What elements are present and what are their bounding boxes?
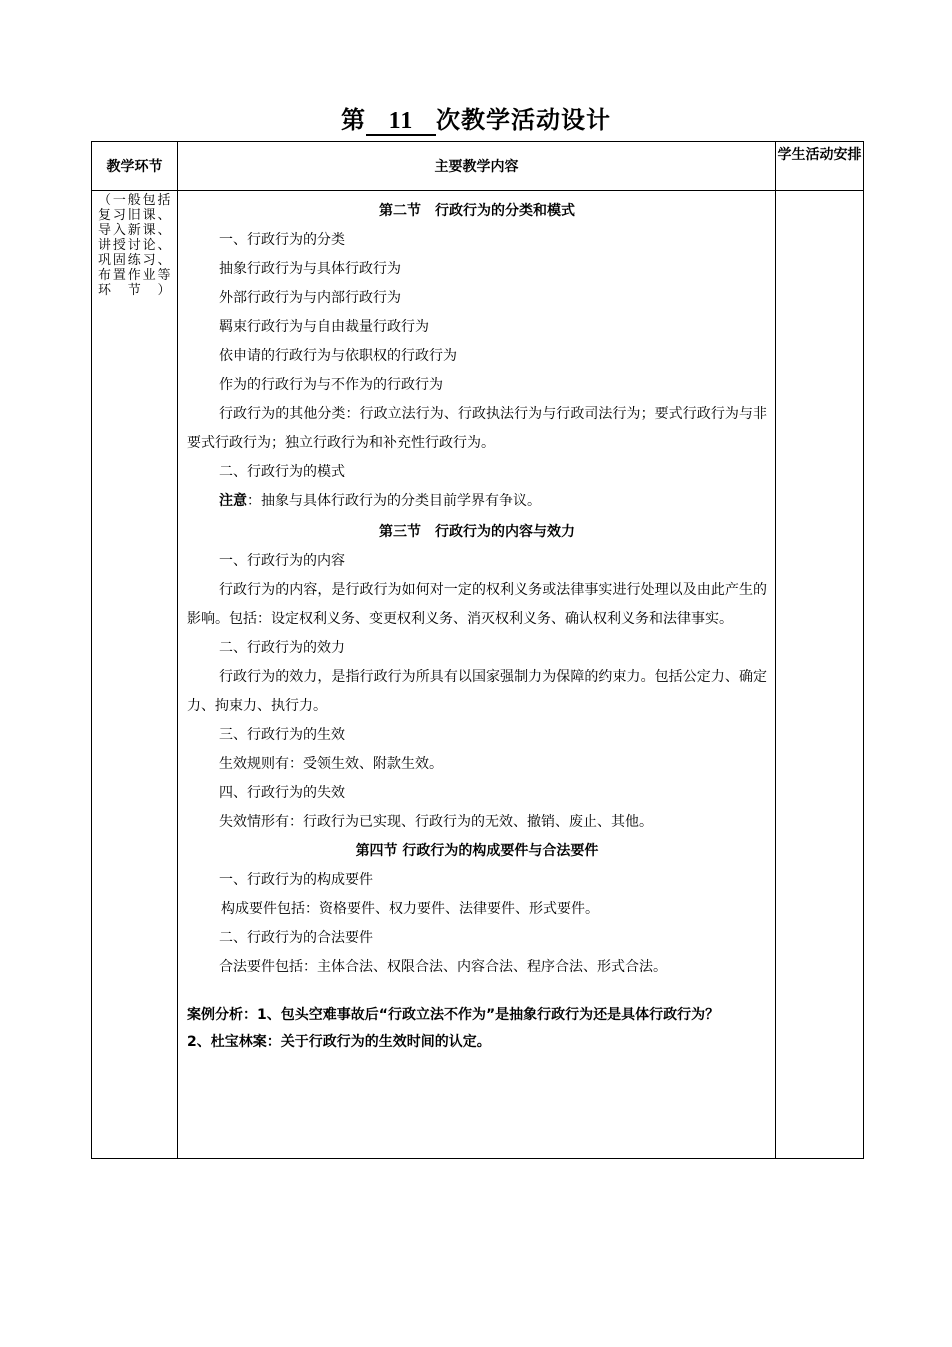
section3-line: 二、行政行为的效力: [219, 640, 345, 656]
section3-heading: 第三节 行政行为的内容与效力: [379, 524, 575, 540]
header-student-activity: 学生活动安排: [776, 142, 864, 191]
section4-line: 构成要件包括：资格要件、权力要件、法律要件、形式要件。: [221, 901, 599, 917]
case-analysis-1: 案例分析：1、包头空难事故后“行政立法不作为”是抽象行政行为还是具体行政行为？: [187, 1007, 720, 1023]
section3-line: 三、行政行为的生效: [219, 727, 345, 743]
title-number: 11: [366, 108, 436, 136]
header-stage: 教学环节: [92, 142, 178, 191]
section2-line: 外部行政行为与内部行政行为: [219, 290, 401, 306]
stage-note: （一般包括复习旧课、导入新课、讲授讨论、巩固练习、布置作业等环节）: [92, 191, 178, 1159]
section3-line: 生效规则有：受领生效、附款生效。: [219, 756, 443, 772]
case-analysis-2: 2、杜宝林案：关于行政行为的生效时间的认定。: [187, 1034, 491, 1050]
page-title: [0, 100, 952, 136]
section2-line: 作为的行政行为与不作为的行政行为: [219, 377, 443, 393]
note-text: ：抽象与具体行政行为的分类目前学界有争议。: [247, 493, 541, 509]
title-prefix: 第: [341, 106, 366, 134]
main-content: [178, 191, 776, 1159]
section2-heading: 第二节 行政行为的分类和模式: [379, 203, 575, 219]
title-suffix: 次教学活动设计: [436, 106, 611, 134]
section2-line: 抽象行政行为与具体行政行为: [219, 261, 401, 277]
section4-line: 合法要件包括：主体合法、权限合法、内容合法、程序合法、形式合法。: [219, 959, 667, 975]
lesson-plan-table: [91, 141, 864, 1159]
section4-line: 一、行政行为的构成要件: [219, 872, 373, 888]
section2-other-categories: 行政行为的其他分类：行政立法行为、行政执法行为与行政司法行为；要式行政行为与非要式行政行为；独立行政行为和补充性行政行为。: [187, 406, 767, 451]
section2-line: 二、行政行为的模式: [219, 464, 345, 480]
section4-heading: 第四节 行政行为的构成要件与合法要件: [355, 843, 599, 859]
header-content: 主要教学内容: [178, 142, 776, 191]
section3-line: 失效情形有：行政行为已实现、行政行为的无效、撤销、废止、其他。: [219, 814, 653, 830]
note-label: 注意: [219, 493, 247, 509]
section3-line: 一、行政行为的内容: [219, 553, 345, 569]
section2-line: 一、行政行为的分类: [219, 232, 345, 248]
section3-line: 四、行政行为的失效: [219, 785, 345, 801]
section4-line: 二、行政行为的合法要件: [219, 930, 373, 946]
student-activity-cell: [776, 191, 864, 1159]
section2-line: 依申请的行政行为与依职权的行政行为: [219, 348, 457, 364]
section3-content-definition: 行政行为的内容，是行政行为如何对一定的权利义务或法律事实进行处理以及由此产生的影响。包括：设定权利义务、变更权利义务、消灭权利义务、确认权利义务和法律事实。: [187, 582, 767, 627]
section2-line: 羁束行政行为与自由裁量行政行为: [219, 319, 429, 335]
section2-note: [187, 487, 767, 516]
section3-effect-definition: 行政行为的效力，是指行政行为所具有以国家强制力为保障的约束力。包括公定力、确定力、拘束力、执行力。: [187, 669, 767, 714]
